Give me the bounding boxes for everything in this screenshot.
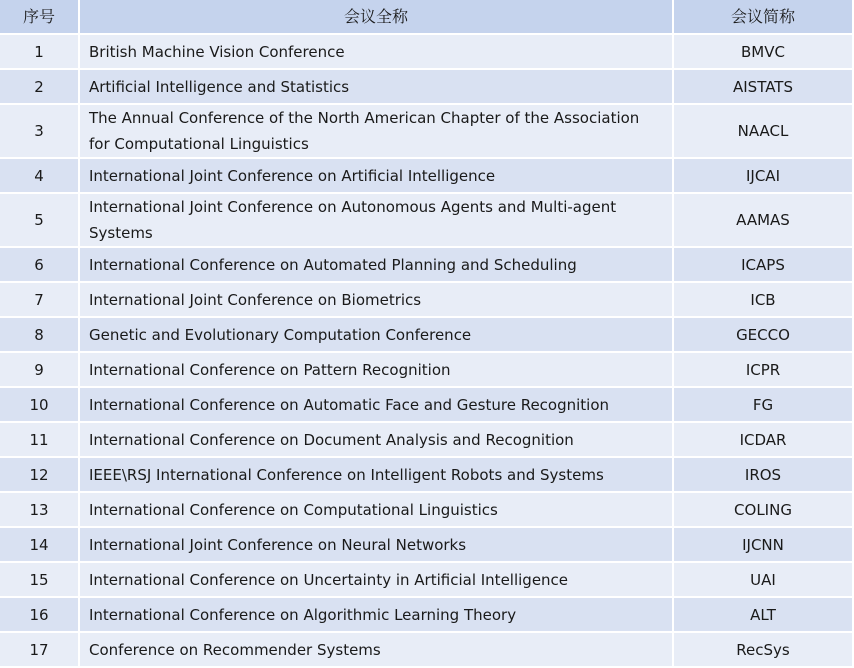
conference-abbreviation: IJCNN — [674, 528, 852, 563]
conference-abbreviation: BMVC — [674, 35, 852, 70]
header-serial-number: 序号 — [0, 0, 80, 35]
conference-abbreviation: ALT — [674, 598, 852, 633]
conference-full-name: International Joint Conference on Autonomous Agents and Multi-agent Systems — [80, 194, 674, 248]
row-number: 12 — [0, 458, 80, 493]
row-number: 17 — [0, 633, 80, 668]
conference-full-name: International Joint Conference on Artificial Intelligence — [80, 159, 674, 194]
table-row — [0, 194, 852, 248]
conference-full-name: The Annual Conference of the North American Chapter of the Association for Computational Linguistics — [80, 105, 674, 159]
row-number: 1 — [0, 35, 80, 70]
conference-abbreviation: NAACL — [674, 105, 852, 159]
row-number: 11 — [0, 423, 80, 458]
conference-full-name: International Conference on Pattern Recognition — [80, 353, 674, 388]
table-row — [0, 159, 852, 194]
header-abbreviation: 会议简称 — [674, 0, 852, 35]
row-number: 2 — [0, 70, 80, 105]
table-row — [0, 388, 852, 423]
row-number: 5 — [0, 194, 80, 248]
table-row — [0, 248, 852, 283]
conference-full-name: British Machine Vision Conference — [80, 35, 674, 70]
conference-full-name: Artificial Intelligence and Statistics — [80, 70, 674, 105]
table-row — [0, 105, 852, 159]
conference-full-name: International Conference on Uncertainty in Artificial Intelligence — [80, 563, 674, 598]
header-full-name: 会议全称 — [80, 0, 674, 35]
row-number: 13 — [0, 493, 80, 528]
table-header-row — [0, 0, 852, 35]
table-row — [0, 283, 852, 318]
conference-abbreviation: AISTATS — [674, 70, 852, 105]
table-row — [0, 423, 852, 458]
conference-full-name: International Conference on Algorithmic Learning Theory — [80, 598, 674, 633]
conference-full-name: International Conference on Computational Linguistics — [80, 493, 674, 528]
row-number: 9 — [0, 353, 80, 388]
table-row — [0, 35, 852, 70]
conference-full-name: International Joint Conference on Neural Networks — [80, 528, 674, 563]
conference-abbreviation: GECCO — [674, 318, 852, 353]
row-number: 3 — [0, 105, 80, 159]
conference-abbreviation: UAI — [674, 563, 852, 598]
conference-abbreviation: ICPR — [674, 353, 852, 388]
conference-abbreviation: IROS — [674, 458, 852, 493]
row-number: 16 — [0, 598, 80, 633]
row-number: 14 — [0, 528, 80, 563]
conference-abbreviation: IJCAI — [674, 159, 852, 194]
conference-full-name: Conference on Recommender Systems — [80, 633, 674, 668]
row-number: 7 — [0, 283, 80, 318]
table-row — [0, 528, 852, 563]
table-row — [0, 493, 852, 528]
table-row — [0, 598, 852, 633]
conference-abbreviation: COLING — [674, 493, 852, 528]
conference-full-name: International Conference on Automatic Face and Gesture Recognition — [80, 388, 674, 423]
table-row — [0, 353, 852, 388]
conference-full-name: International Conference on Document Analysis and Recognition — [80, 423, 674, 458]
row-number: 6 — [0, 248, 80, 283]
row-number: 8 — [0, 318, 80, 353]
conference-abbreviation: FG — [674, 388, 852, 423]
table-row — [0, 458, 852, 493]
conference-abbreviation: ICAPS — [674, 248, 852, 283]
row-number: 10 — [0, 388, 80, 423]
conference-abbreviation: ICB — [674, 283, 852, 318]
conference-full-name: IEEE\RSJ International Conference on Intelligent Robots and Systems — [80, 458, 674, 493]
conference-abbreviation: RecSys — [674, 633, 852, 668]
row-number: 4 — [0, 159, 80, 194]
conference-full-name: Genetic and Evolutionary Computation Conference — [80, 318, 674, 353]
conference-abbreviation: ICDAR — [674, 423, 852, 458]
table-row — [0, 633, 852, 668]
row-number: 15 — [0, 563, 80, 598]
table-row — [0, 70, 852, 105]
table-row — [0, 318, 852, 353]
table-row — [0, 563, 852, 598]
conference-abbreviation: AAMAS — [674, 194, 852, 248]
conference-full-name: International Joint Conference on Biometrics — [80, 283, 674, 318]
conference-full-name: International Conference on Automated Planning and Scheduling — [80, 248, 674, 283]
